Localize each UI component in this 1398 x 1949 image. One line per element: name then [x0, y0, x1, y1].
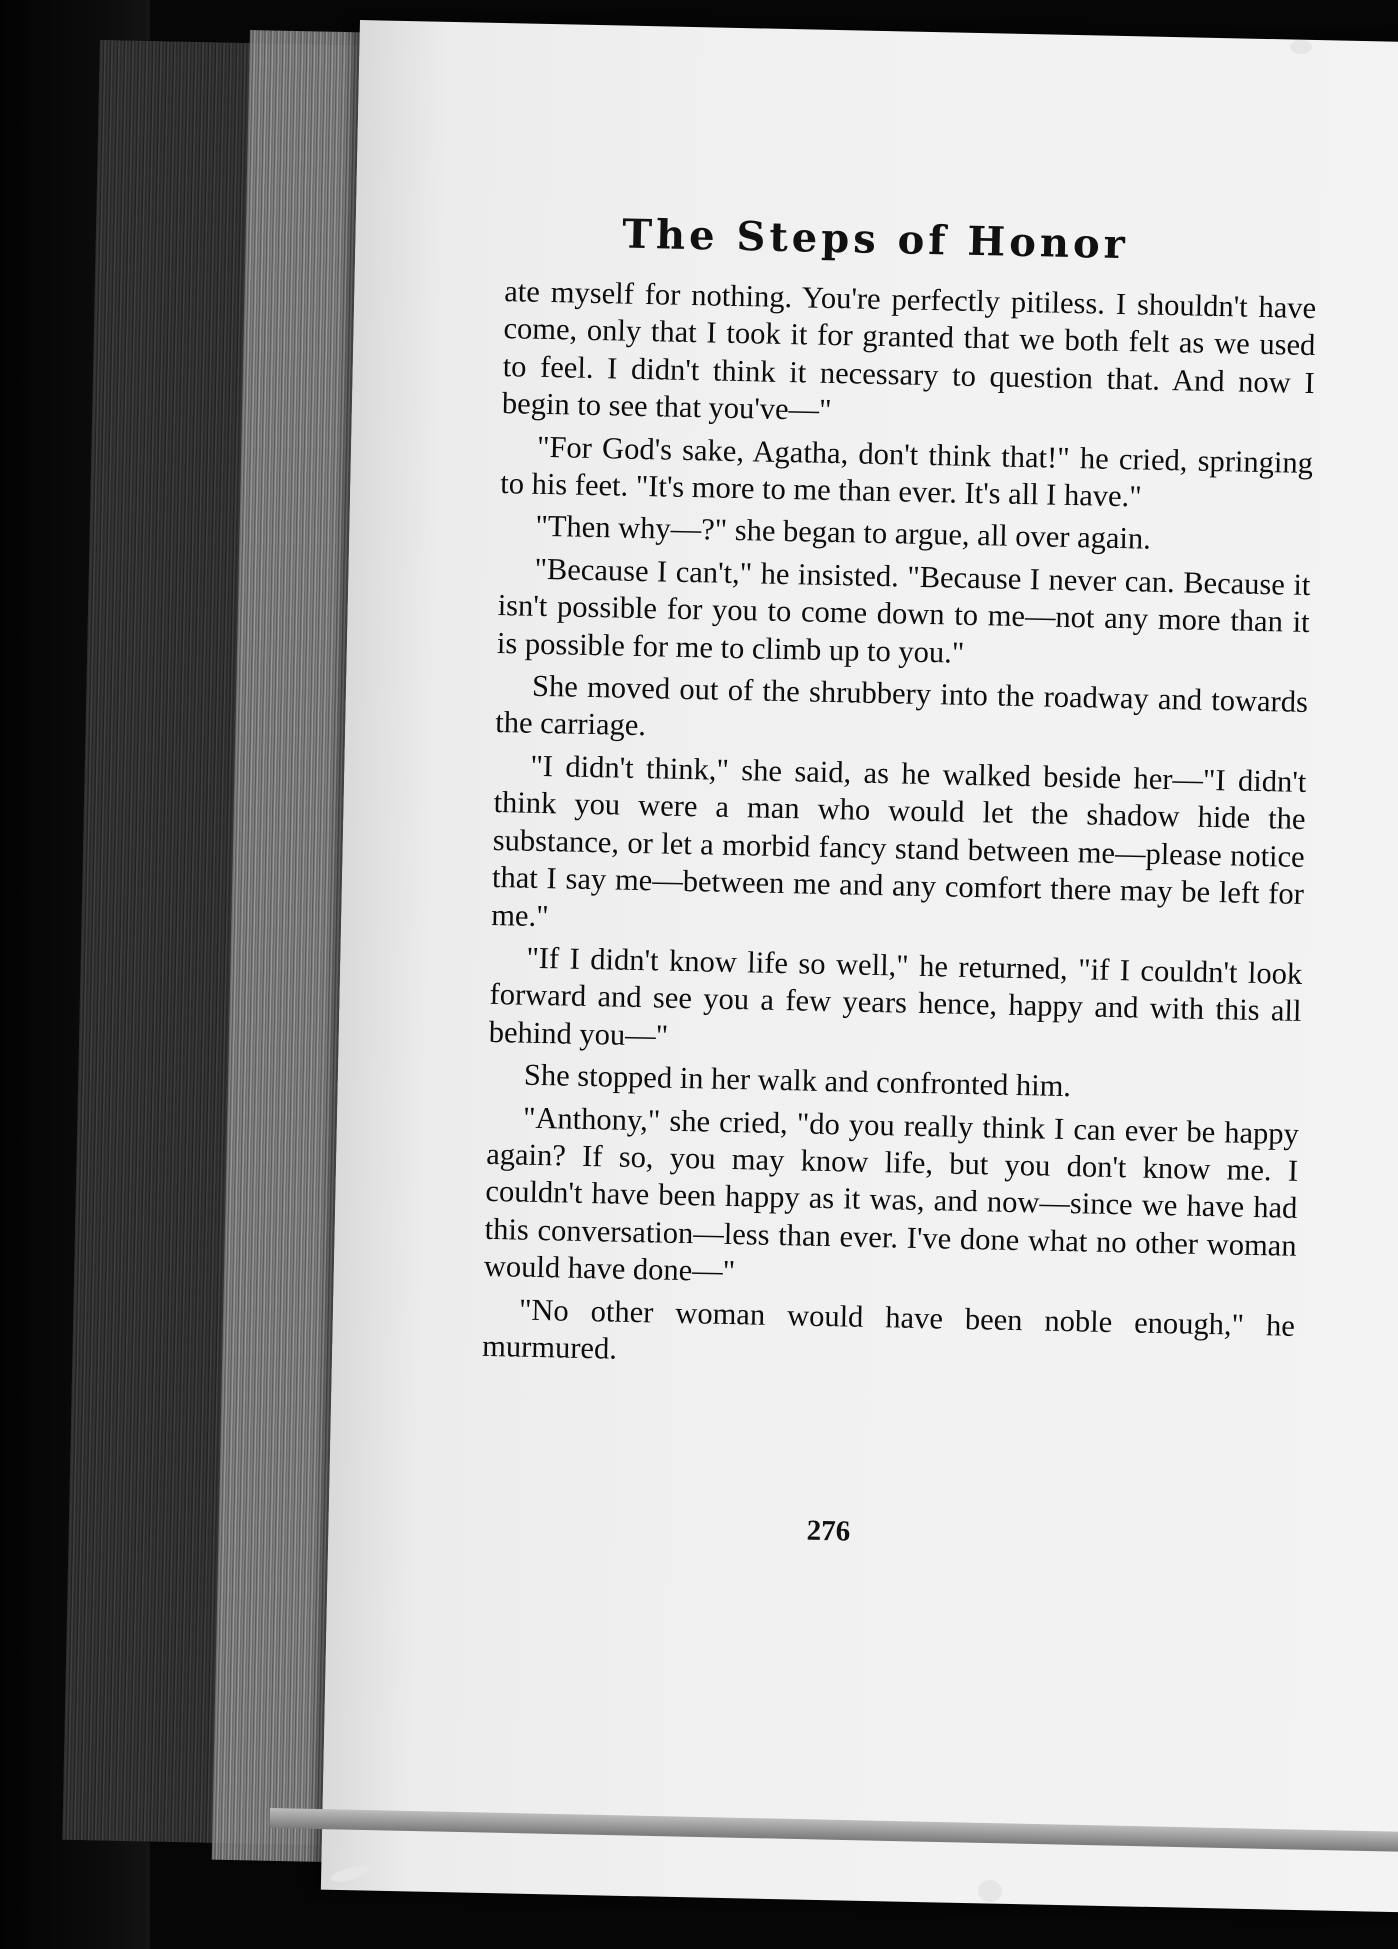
paragraph: She stopped in her walk and confronted him. [523, 1057, 1072, 1104]
page-number: 276 [806, 1514, 851, 1548]
paragraph: "Then why—?" she began to argue, all over again. [535, 509, 1152, 557]
paragraph: "No other woman would have been noble enough," he murmured. [481, 1292, 1296, 1366]
paragraph: "If I didn't know life so well," he returned, "if I couldn't look forward and see you a few years hence, happy and with this all behind you—" [488, 940, 1303, 1053]
body-text [482, 273, 1317, 1387]
book-page [321, 20, 1398, 1913]
paragraph: "Because I can't," he insisted. "Because I never can. Because it isn't possible for you to come down to me—not any more than it is possible for me to climb up to you." [496, 551, 1311, 670]
paragraph: "Anthony," she cried, "do you really think I can ever be happy again? If so, you may know life, but you don't know me. I couldn't have been happy as it was, and now—since we have had this conversation—less than ever. I've done what no other woman would have done—" [483, 1100, 1300, 1289]
running-head: The Steps of Honor [621, 210, 1130, 269]
dust-speck [1290, 40, 1312, 54]
dust-speck [978, 1880, 1002, 1902]
paragraph: She moved out of the shrubbery into the roadway and towards the carriage. [494, 668, 1309, 743]
paragraph: "I didn't think," she said, as he walked beside her—"I didn't think you were a man who would let the shadow hide the substance, or let a morbid fancy stand between me—please notice that I say me—between me and any comfort there may be left for me." [490, 748, 1307, 933]
paragraph: ate myself for nothing. You're perfectly pitiless. I shouldn't have come, only that I took it for granted that we both felt as we used to feel. I didn't think it necessary to question that. And now I begin to see that you've—" [501, 274, 1317, 428]
paragraph: "For God's sake, Agatha, don't think that!" he cried, springing to his feet. "It's more to me than ever. It's all I have." [499, 429, 1314, 514]
